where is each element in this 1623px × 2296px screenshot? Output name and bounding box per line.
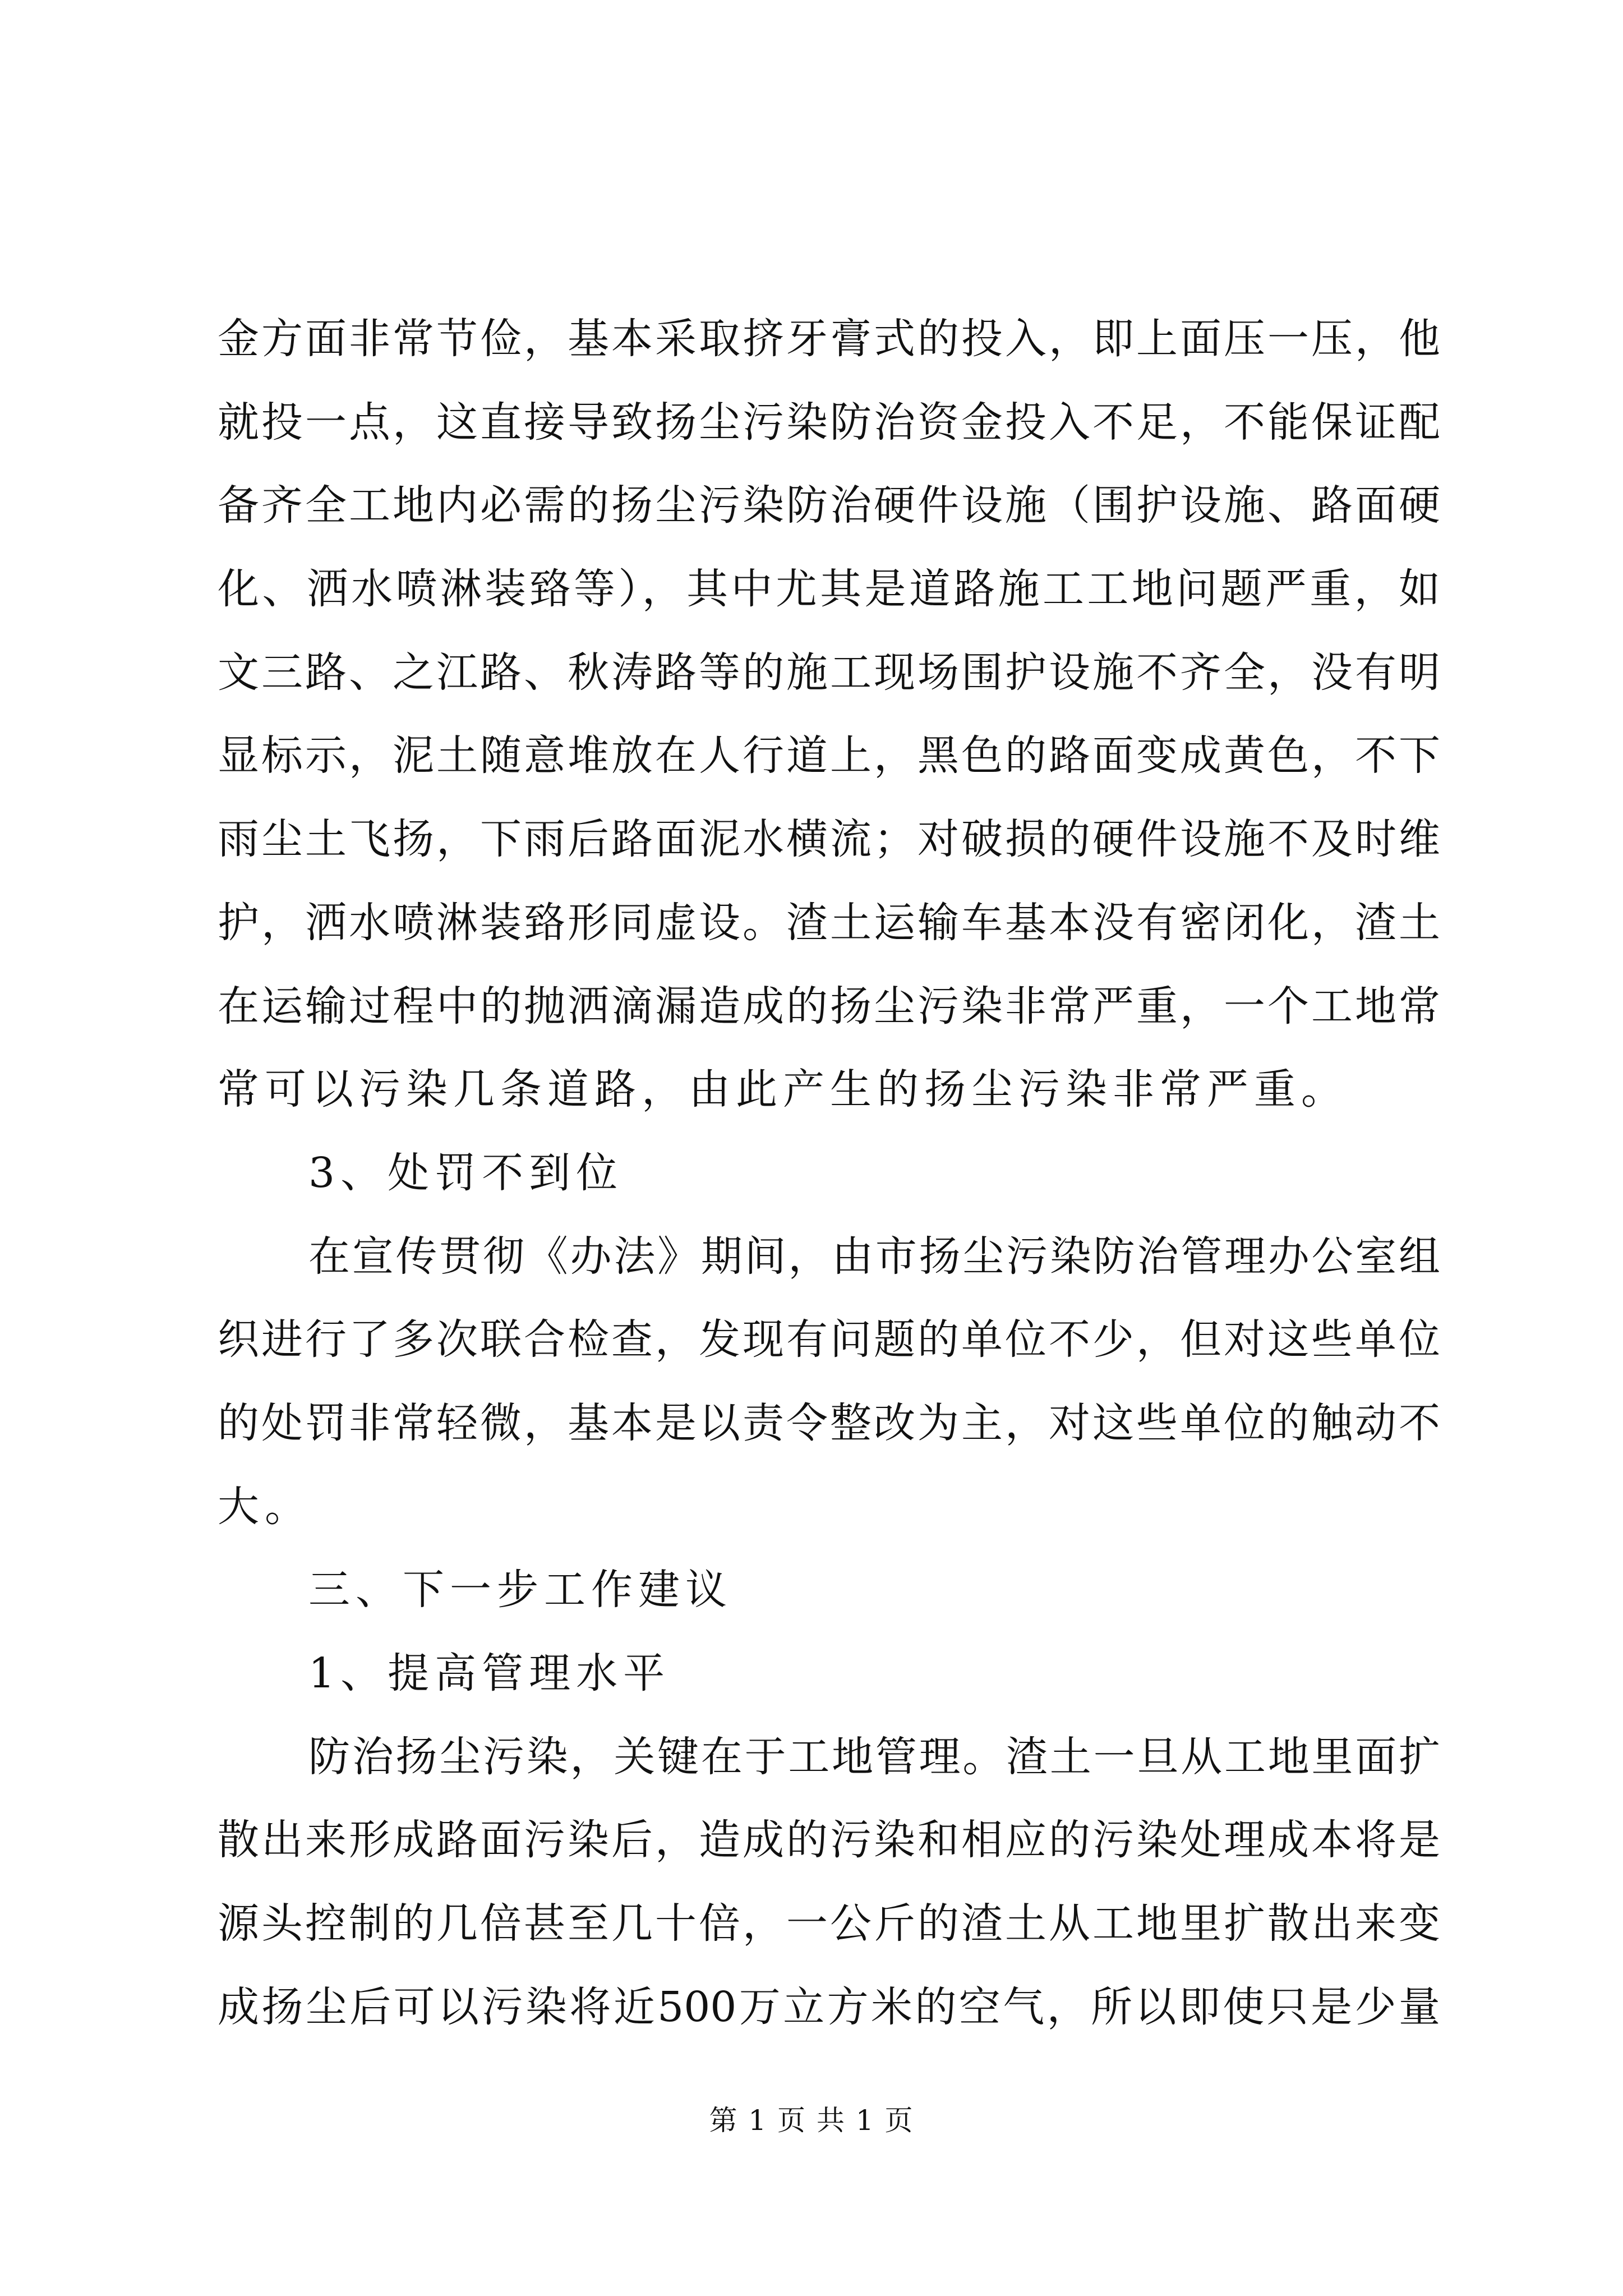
paragraph-line: 防治扬尘污染，关键在于工地管理。渣土一旦从工地里面扩 bbox=[308, 1732, 1440, 1781]
body-text bbox=[218, 297, 1440, 2049]
paragraph-line: 散出来形成路面污染后，造成的污染和相应的污染处理成本将是 bbox=[218, 1816, 1440, 1865]
paragraph-line: 的处罚非常轻微，基本是以责令整改为主，对这些单位的触动不 bbox=[218, 1398, 1440, 1447]
paragraph-line: 雨尘土飞扬，下雨后路面泥水横流；对破损的硬件设施不及时维 bbox=[218, 815, 1440, 864]
paragraph-line: 护，洒水喷淋装臵形同虚设。渣土运输车基本没有密闭化，渣土 bbox=[218, 898, 1440, 947]
paragraph-line: 文三路、之江路、秋涛路等的施工现场围护设施不齐全，没有明 bbox=[218, 648, 1440, 697]
section-heading: 3、处罚不到位 bbox=[308, 1148, 624, 1197]
section-heading: 1、提高管理水平 bbox=[308, 1649, 671, 1697]
paragraph-line: 在运输过程中的抛洒滴漏造成的扬尘污染非常严重，一个工地常 bbox=[218, 982, 1440, 1030]
section-heading: 三、下一步工作建议 bbox=[308, 1566, 732, 1614]
paragraph-line: 化、洒水喷淋装臵等），其中尤其是道路施工工地问题严重，如 bbox=[218, 565, 1440, 614]
paragraph-line: 常可以污染几条道路，由此产生的扬尘污染非常严重。 bbox=[218, 1065, 1348, 1114]
paragraph-line: 就投一点，这直接导致扬尘污染防治资金投入不足，不能保证配 bbox=[218, 398, 1440, 447]
paragraph-line: 显标示，泥土随意堆放在人行道上，黑色的路面变成黄色，不下 bbox=[218, 731, 1440, 780]
paragraph-line: 在宣传贯彻《办法》期间，由市扬尘污染防治管理办公室组 bbox=[308, 1232, 1440, 1281]
paragraph-line: 源头控制的几倍甚至几十倍，一公斤的渣土从工地里扩散出来变 bbox=[218, 1899, 1440, 1948]
paragraph-line: 备齐全工地内必需的扬尘污染防治硬件设施（围护设施、路面硬 bbox=[218, 481, 1440, 530]
paragraph-line: 织进行了多次联合检查，发现有问题的单位不少，但对这些单位 bbox=[218, 1315, 1440, 1364]
paragraph-line: 金方面非常节俭，基本采取挤牙膏式的投入，即上面压一压，他 bbox=[218, 315, 1440, 363]
paragraph-line: 大。 bbox=[218, 1482, 312, 1531]
page-footer: 第 1 页 共 1 页 bbox=[709, 2104, 914, 2137]
paragraph-line: 成扬尘后可以污染将近500万立方米的空气，所以即使只是少量 bbox=[218, 1982, 1440, 2031]
